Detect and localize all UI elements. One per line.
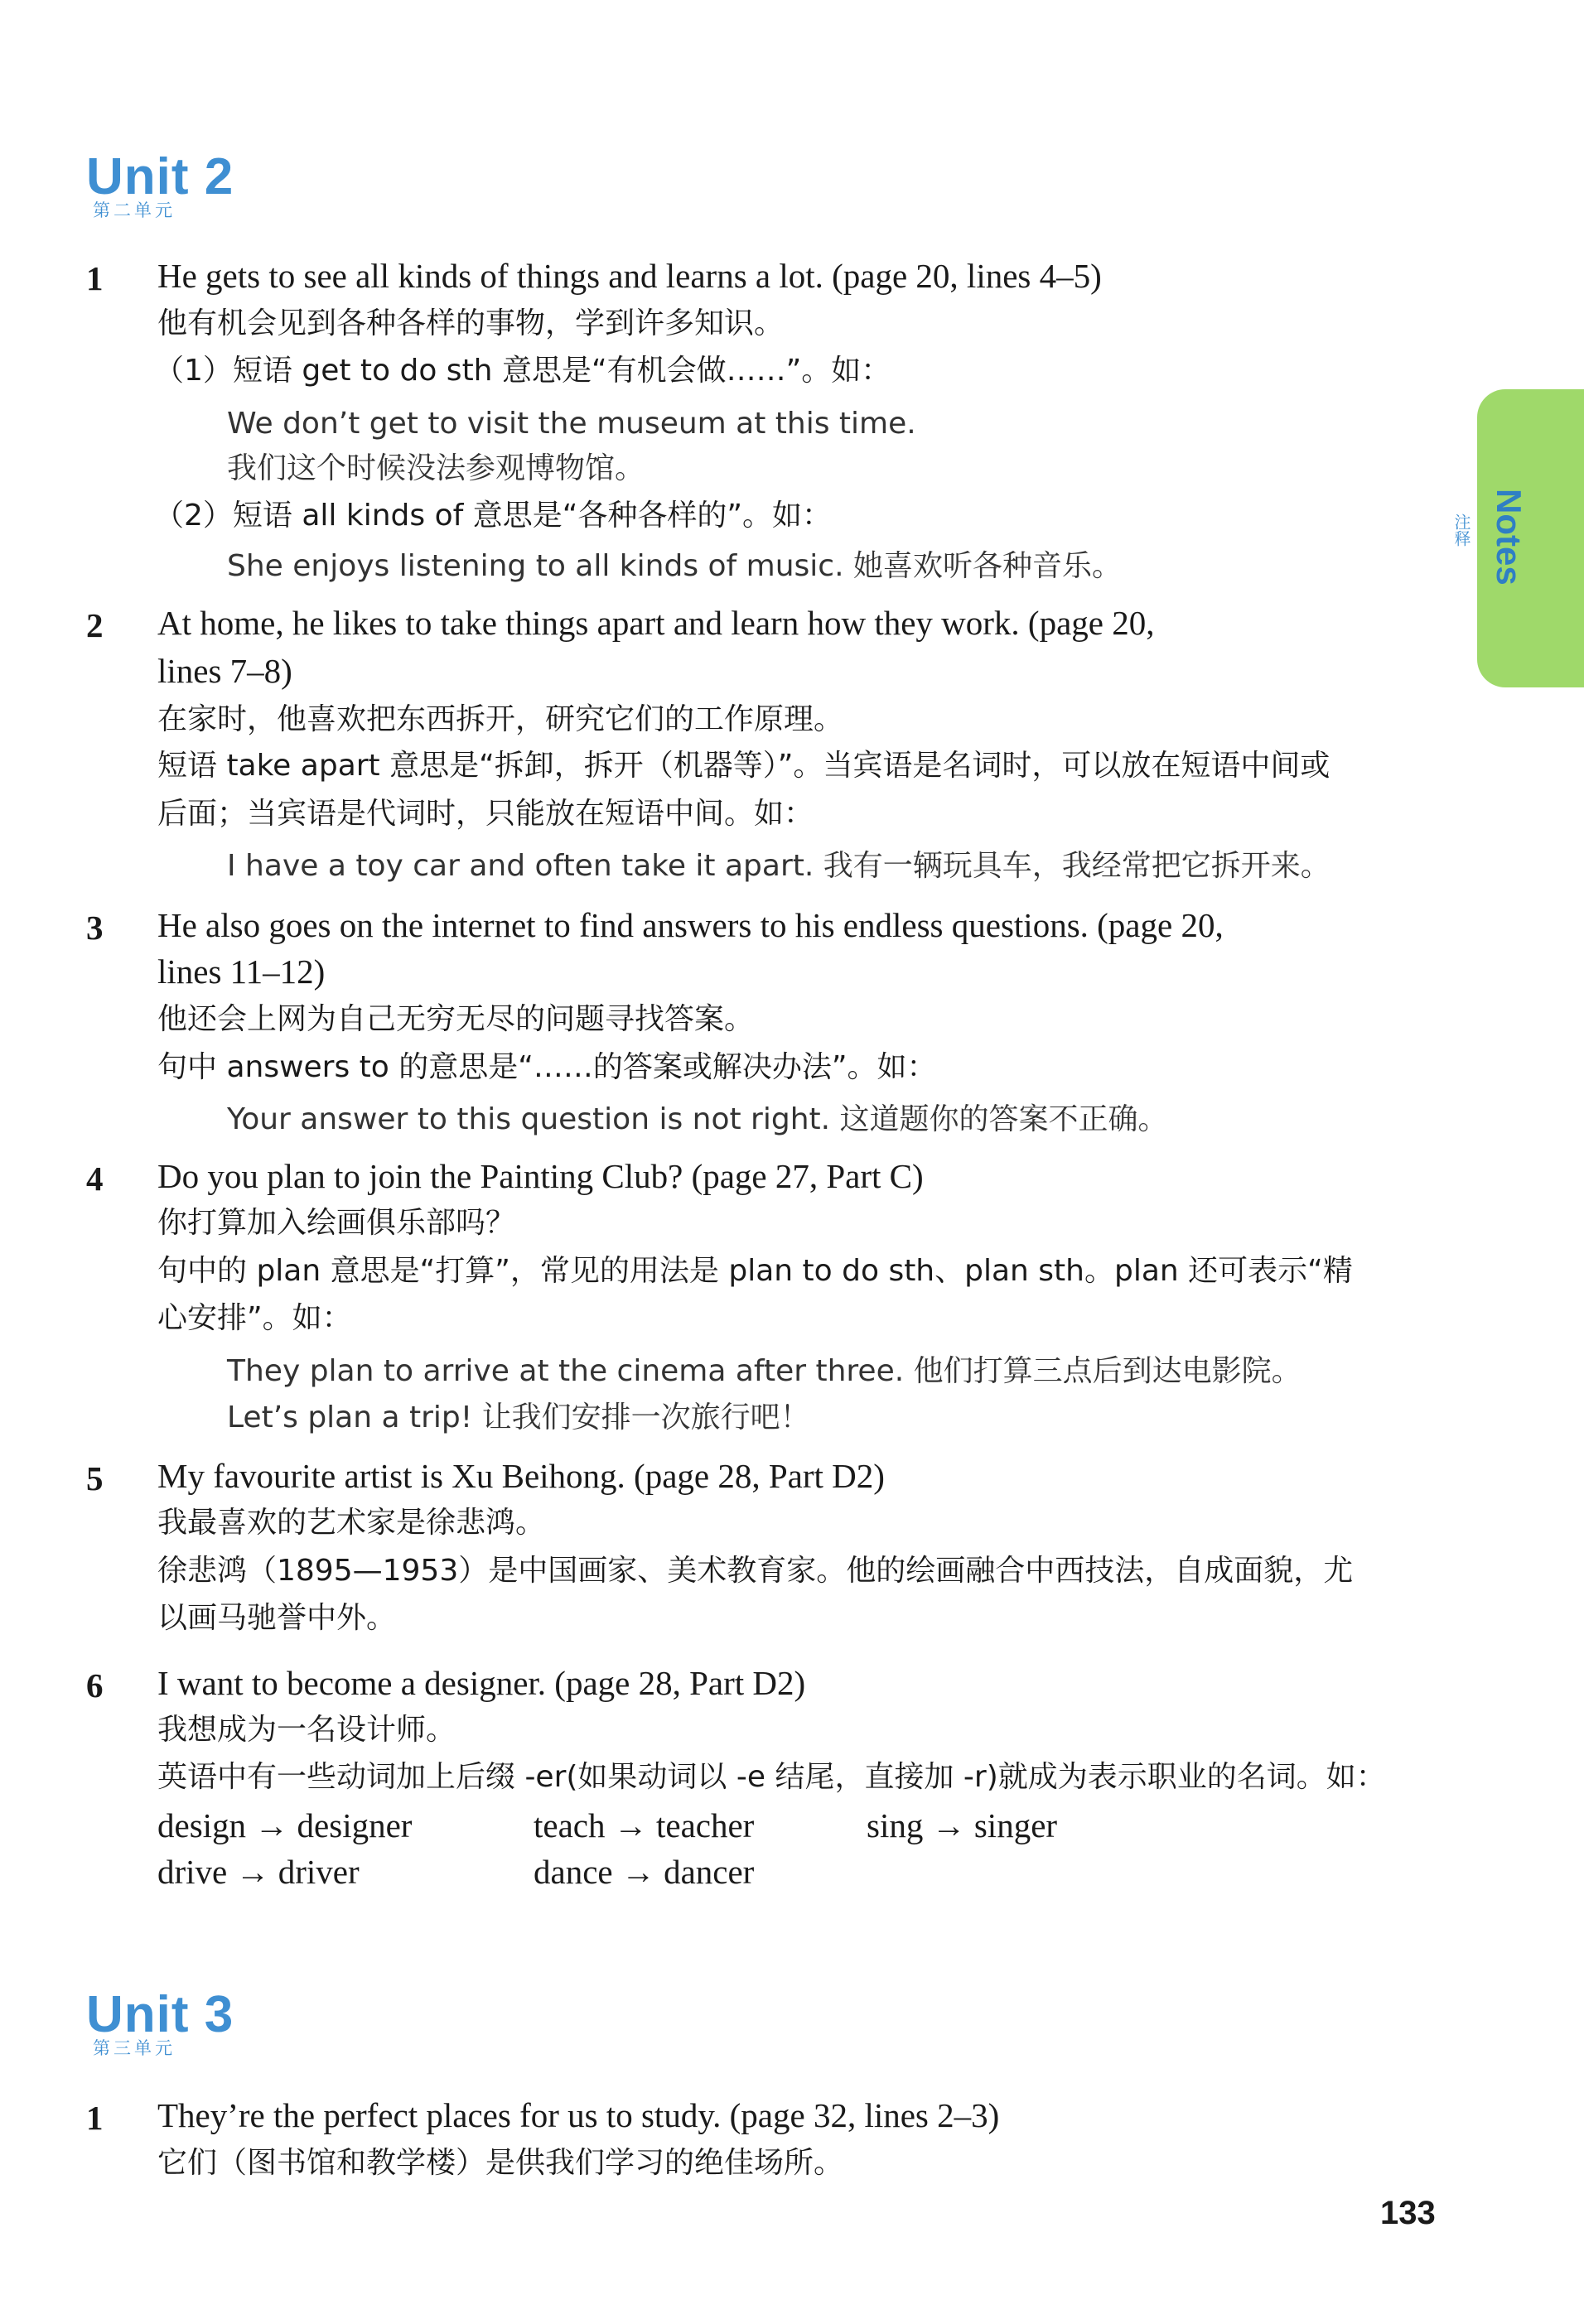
note-explanation: （1）短语 get to do sth 意思是“有机会做……”。如：	[154, 354, 891, 388]
note-explanation: 短语 take apart 意思是“拆卸，拆开（机器等）”。当宾语是名词时，可以放在短语中间或	[157, 749, 1330, 783]
note-example: Your answer to this question is not right. 这道题你的答案不正确。	[227, 1102, 1168, 1136]
note-translation: 它们（图书馆和教学楼）是供我们学习的绝佳场所。	[157, 2146, 844, 2180]
unit-3-subtitle: 第三单元	[93, 2038, 176, 2058]
note-explanation: （2）短语 all kinds of 意思是“各种各样的”。如：	[154, 499, 833, 533]
note-sentence: lines 11–12)	[157, 952, 326, 991]
note-translation: 在家时，他喜欢把东西拆开，研究它们的工作原理。	[157, 702, 844, 736]
note-example: She enjoys listening to all kinds of music. 她喜欢听各种音乐。	[227, 549, 1122, 583]
word-pair: teach → teacher	[534, 1806, 755, 1844]
note-explanation: 以画马驰誉中外。	[157, 1601, 397, 1635]
note-sentence: He gets to see all kinds of things and learns a lot. (page 20, lines 4–5)	[157, 257, 1102, 295]
note-example: We don’t get to visit the museum at this time.	[227, 407, 916, 441]
word-pair: dance → dancer	[534, 1853, 755, 1891]
note-explanation: 徐悲鸿（1895—1953）是中国画家、美术教育家。他的绘画融合中西技法，自成面貌，尤	[157, 1554, 1354, 1588]
unit-3-title: Unit 3	[86, 1986, 234, 2043]
note-explanation: 句中的 plan 意思是“打算”，常见的用法是 plan to do sth、plan sth。plan 还可表示“精	[157, 1254, 1353, 1288]
unit-2-subtitle: 第二单元	[93, 200, 176, 220]
note-example: Let’s plan a trip! 让我们安排一次旅行吧！	[227, 1401, 810, 1434]
note-translation: 你打算加入绘画俱乐部吗？	[157, 1206, 516, 1240]
note-example: They plan to arrive at the cinema after three. 他们打算三点后到达电影院。	[227, 1354, 1301, 1388]
note-sentence: Do you plan to join the Painting Club? (page 27, Part C)	[157, 1157, 924, 1195]
page-number: 133	[1380, 2195, 1436, 2231]
note-explanation: 句中 answers to 的意思是“……的答案或解决办法”。如：	[157, 1050, 937, 1084]
note-sentence: They’re the perfect places for us to study. (page 32, lines 2–3)	[157, 2096, 1000, 2134]
note-explanation: 后面；当宾语是代词时，只能放在短语中间。如：	[157, 797, 814, 831]
note-explanation: 心安排”。如：	[157, 1301, 352, 1335]
word-pair: sing → singer	[867, 1806, 1058, 1844]
word-pair: drive → driver	[157, 1853, 360, 1891]
note-sentence: My favourite artist is Xu Beihong. (page 28, Part D2)	[157, 1457, 885, 1495]
notes-tab-chinese-label: 注释	[1451, 513, 1471, 547]
note-number: 5	[86, 1459, 104, 1497]
note-sentence: lines 7–8)	[157, 652, 292, 690]
note-explanation: 英语中有一些动词加上后缀 -er(如果动词以 -e 结尾，直接加 -r)就成为表示职业的名词。如：	[157, 1760, 1386, 1794]
note-number: 2	[86, 606, 104, 644]
word-pair: design → designer	[157, 1806, 413, 1844]
note-sentence: He also goes on the internet to find answers to his endless questions. (page 20,	[157, 906, 1224, 944]
note-number: 1	[86, 259, 104, 297]
note-number: 3	[86, 909, 104, 947]
note-number: 4	[86, 1160, 104, 1198]
note-translation: 他还会上网为自己无穷无尽的问题寻找答案。	[157, 1002, 755, 1036]
note-translation: 他有机会见到各种各样的事物，学到许多知识。	[157, 306, 785, 340]
note-number: 1	[86, 2099, 104, 2137]
unit-2-title: Unit 2	[86, 148, 234, 205]
note-translation: 我最喜欢的艺术家是徐悲鸿。	[157, 1506, 546, 1540]
note-sentence: At home, he likes to take things apart and learn how they work. (page 20,	[157, 604, 1155, 642]
note-number: 6	[86, 1666, 104, 1704]
note-example: 我们这个时候没法参观博物馆。	[227, 451, 645, 485]
note-translation: 我想成为一名设计师。	[157, 1713, 456, 1747]
note-sentence: I want to become a designer. (page 28, Part D2)	[157, 1664, 806, 1702]
notes-tab-label: Notes	[1490, 489, 1528, 586]
note-example: I have a toy car and often take it apart. 我有一辆玩具车，我经常把它拆开来。	[227, 849, 1330, 883]
